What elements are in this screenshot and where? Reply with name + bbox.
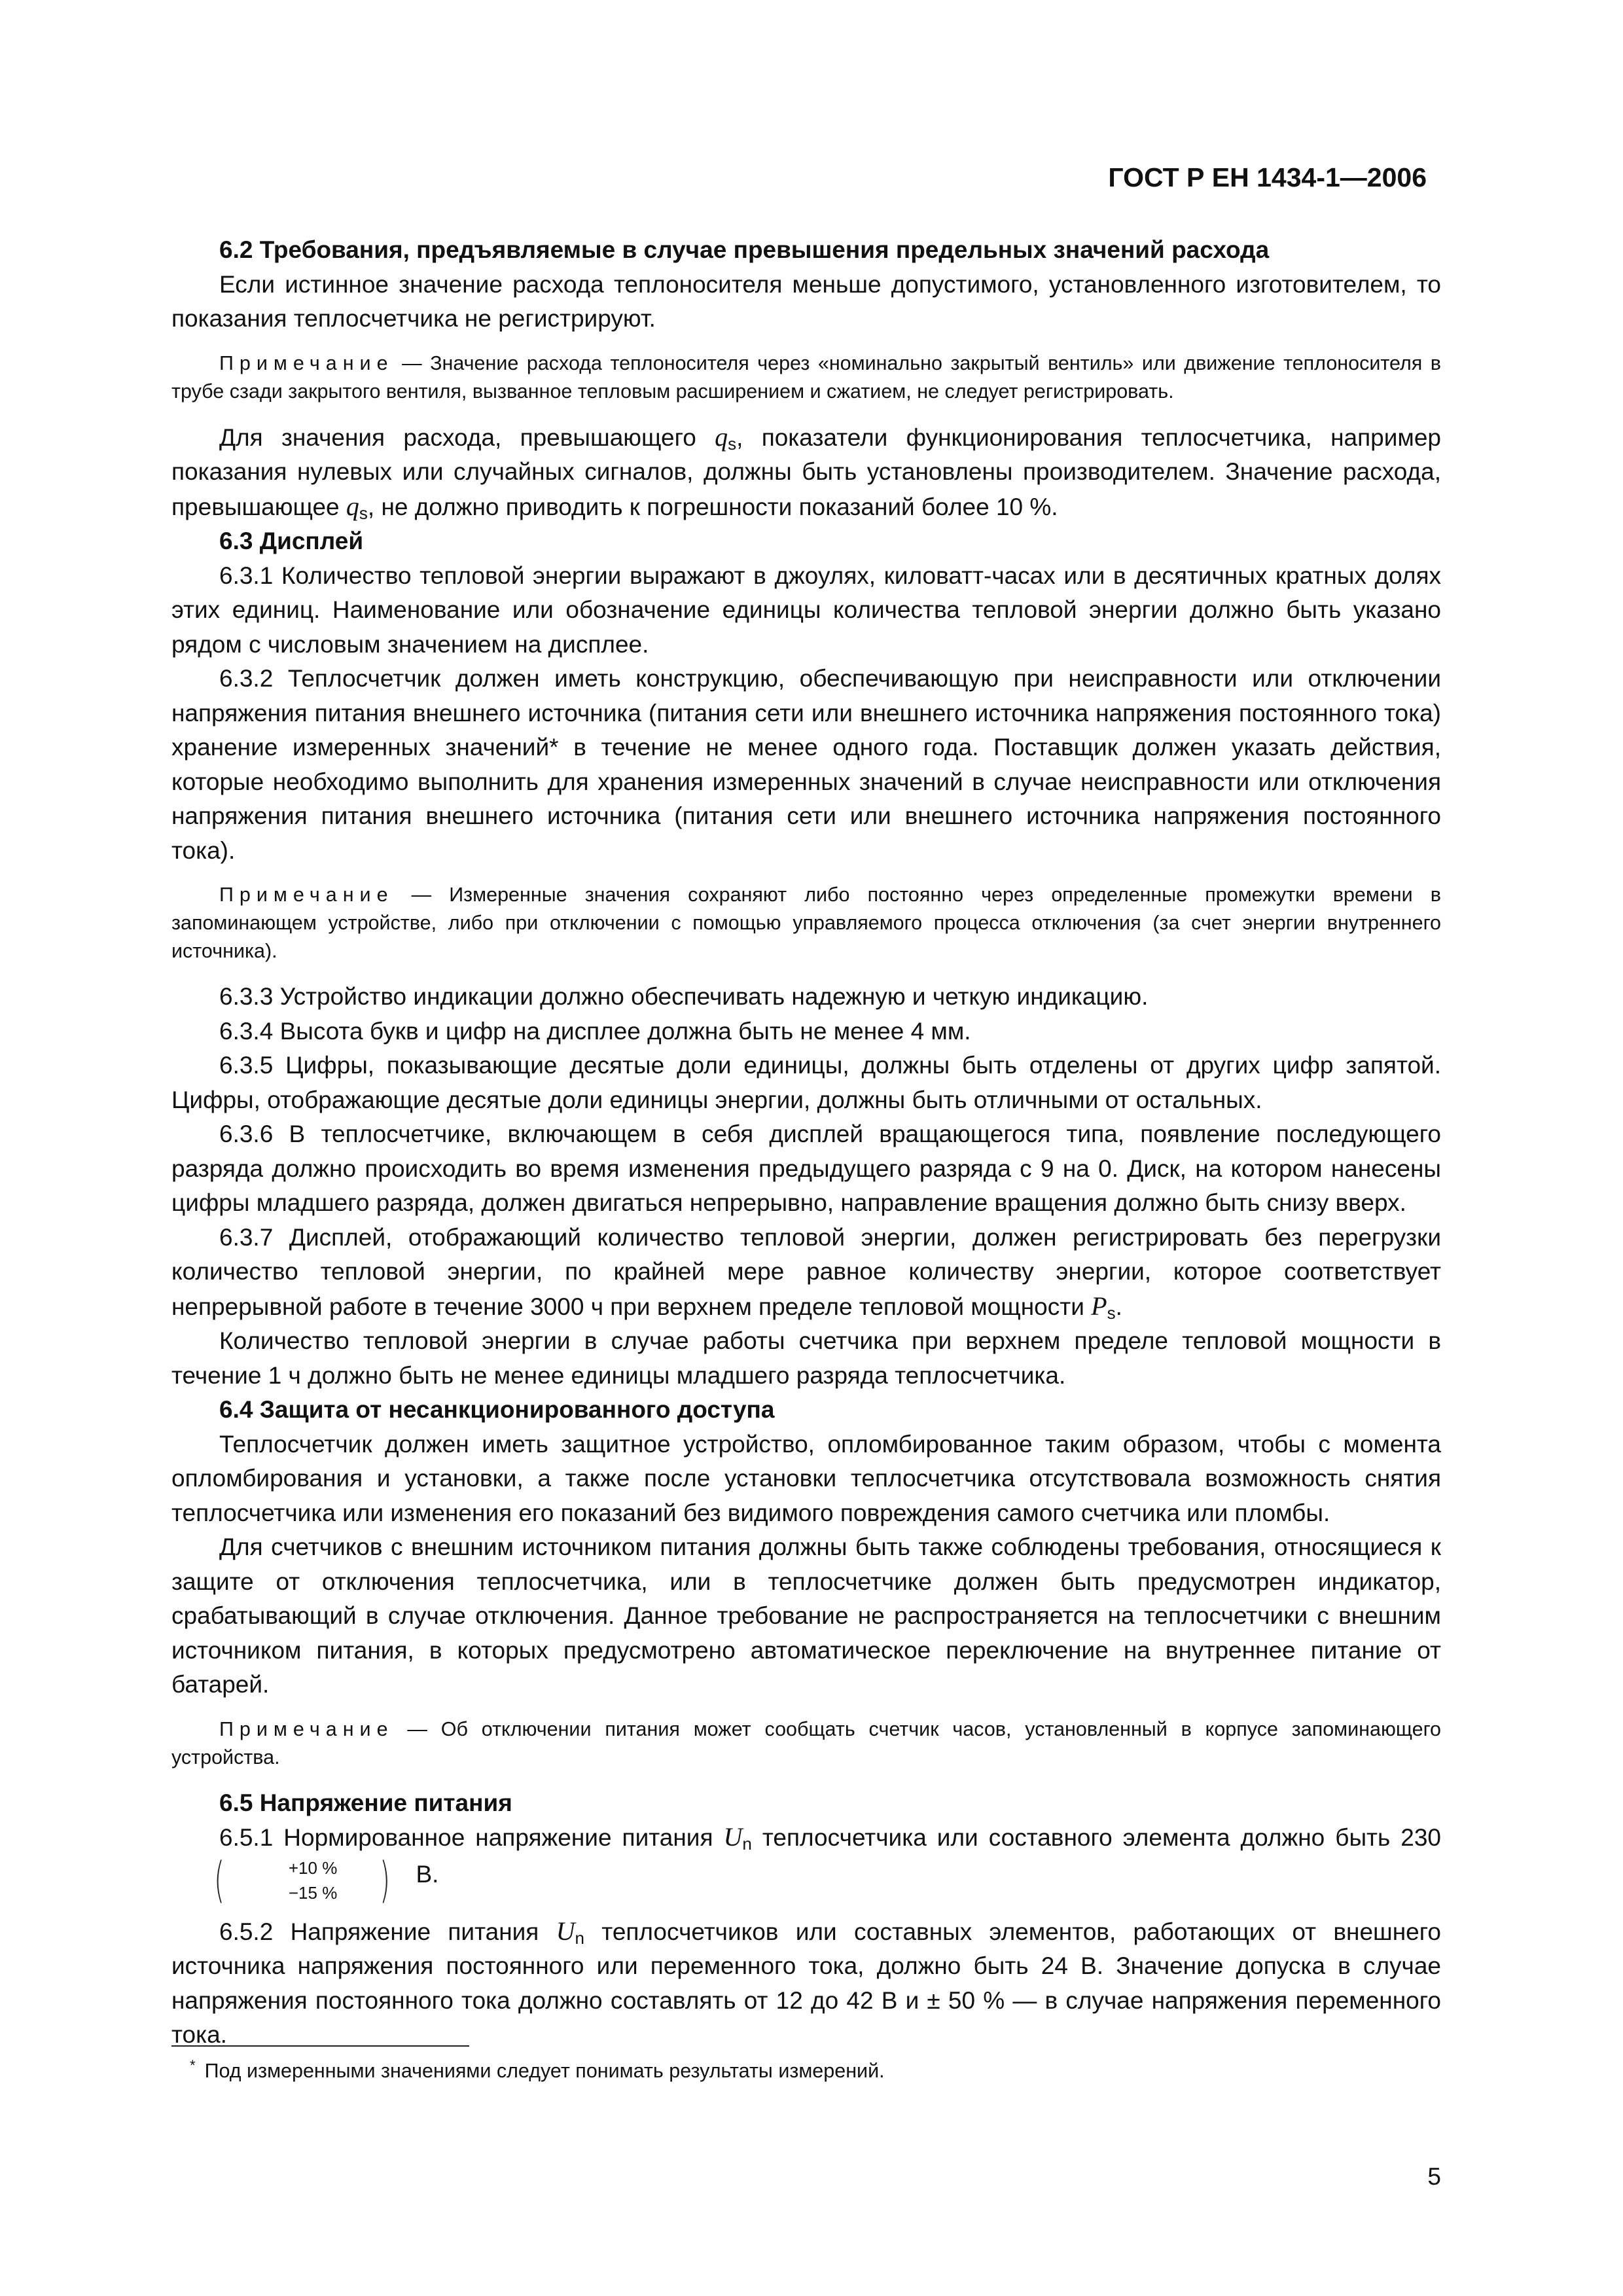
subscript-s: s [728,433,737,454]
nominal-voltage-value: 230 [1400,1824,1441,1851]
subscript-n: n [575,1928,584,1948]
note-label: Примечание [219,884,394,906]
clause-6-3-6: 6.3.6 В теплосчетчике, включающем в себя дисплей вращающегося типа, появление последующего разряда должно происходить во время изменения предыдущего разряда с 9 на 0. Диск, на котором нанесены цифры младшего разряда, должен двигаться непрерывно, направление вращения должно быть снизу вверх. [171,1121,1441,1216]
section-6-3-heading: 6.3 Дисплей [219,528,364,554]
section-6-4-heading: 6.4 Защита от несанкционированного доступа [219,1396,775,1423]
text-run: теплосчетчика или составного элемента должно быть [751,1824,1401,1851]
footnote-separator [171,2045,469,2047]
voltage-tolerance-fraction [173,1852,405,1909]
symbol-q: q [346,491,359,521]
clause-6-3-2 [171,662,1441,868]
footnote-text: Под измеренными значениями следует понимать результаты измерений. [204,2060,885,2083]
note-label: Примечание [219,1717,394,1740]
tolerance-stack [240,1856,338,1905]
text-run: 6.5.2 Напряжение питания [219,1918,556,1945]
clause-6-3-3: 6.3.3 Устройство индикации должно обеспечивать надежную и четкую индикацию. [219,983,1149,1010]
section-6-4-note [171,1715,1441,1772]
subscript-s: s [1107,1302,1116,1323]
footnote-ref: * [549,734,559,761]
section-6-4-paragraph-1: Теплосчетчик должен иметь защитное устройство, опломбированное таким образом, чтобы с момента опломбирования и установки, а также после установки теплосчетчика отсутствовала возможность снятия теплосчетчика или изменения его показаний без видимого повреждения самого счетчика или пломбы. [171,1430,1441,1526]
text-run: в течение не менее одного года. Поставщик должен указать действия, которые необходимо выполнить для хранения измеренных значений в случае неисправности или отключения напряжения питания внешнего источника (питания сети или внешнего источника напряжения постоянного тока). [171,734,1442,864]
text-run: . [1115,1293,1122,1320]
document-body [171,233,1441,2053]
text-run: Для значения расхода, превышающего [219,423,715,451]
section-6-2-paragraph-1: Если истинное значение расхода теплоносителя меньше допустимого, установленного изготовителем, то показания теплосчетчика не регистрируют. [171,270,1441,332]
clause-6-3-7 [171,1221,1441,1325]
text-run: В. [409,1860,439,1888]
clause-6-5-1 [171,1820,1441,1909]
section-6-2-paragraph-2 [171,420,1441,525]
clause-6-3-1: 6.3.1 Количество тепловой энергии выражают в джоулях, киловатт-часах или в десятичных кратных долях этих единиц. Наименование или обозначение единицы количества тепловой энергии должно быть указано рядом с числовым значением на дисплее. [171,562,1441,658]
note-label: Примечание [219,351,394,374]
text-run: , показатели функционирования теплосчетчика, например показания нулевых или случайных сигналов, должны быть установлены производителем. Значение расхода, превышающее [171,423,1441,520]
text-run: 6.3.7 Дисплей, отображающий количество тепловой энергии, должен регистрировать без перегрузки количество тепловой энергии, по крайней мере равное количеству энергии, которое соответствует непрерывной работе в течение 3000 ч при верхнем пределе тепловой мощности [171,1223,1441,1320]
section-6-3-note [171,881,1441,965]
note-text: — Измеренные значения сохраняют либо постоянно через определенные промежутки времени в запоминающем устройстве, либо при отключении с помощью управляемого процесса отключения (за счет энергии внутреннего источника). [171,884,1441,962]
text-run: 6.3.2 Теплосчетчик должен иметь конструкцию, обеспечивающую при неисправности или отключении напряжения питания внешнего источника (питания сети или внешнего источника напряжения постоянного тока) хранение измеренных значений [171,665,1441,761]
footnote-mark: * [190,2057,196,2073]
tolerance-plus: +10 % [288,1857,338,1878]
tolerance-minus: −15 % [288,1882,338,1903]
subscript-s: s [359,503,368,523]
subscript-n: n [742,1834,752,1854]
clause-6-3-5: 6.3.5 Цифры, показывающие десятые доли единицы, должны быть отделены от других цифр запятой. Цифры, отображающие десятые доли единицы энергии, должны быть отличными от остальных. [171,1052,1441,1113]
clause-6-3-4: 6.3.4 Высота букв и цифр на дисплее должна быть не менее 4 мм. [219,1017,971,1045]
page-number: 5 [1427,2163,1441,2190]
symbol-U: U [723,1822,743,1852]
section-6-5-heading: 6.5 Напряжение питания [219,1789,512,1816]
right-paren: ) [380,1852,391,1909]
left-paren: ( [214,1852,224,1909]
note-text: — Об отключении питания может сообщать счетчик часов, установленный в корпусе запоминающего устройства. [171,1717,1441,1768]
symbol-q: q [715,422,728,452]
note-text: — Значение расхода теплоносителя через «номинально закрытый вентиль» или движение теплоносителя в трубе сзади закрытого вентиля, вызванное тепловым расширением и сжатием, не следует регистрировать. [171,351,1441,403]
section-6-4-paragraph-2: Для счетчиков с внешним источником питания должны быть также соблюдены требования, относящиеся к защите от отключения теплосчетчика, или в теплосчетчике должен быть предусмотрен индикатор, срабатывающий в случае отключения. Данное требование не распространяется на теплосчетчики с внешним источником питания, в которых предусмотрено автоматическое переключение на внутреннее питание от батарей. [171,1534,1441,1698]
clause-6-3-7-continued: Количество тепловой энергии в случае работы счетчика при верхнем пределе тепловой мощности в течение 1 ч должно быть не менее единицы младшего разряда теплосчетчика. [171,1327,1441,1389]
document-id-header: ГОСТ Р ЕН 1434-1—2006 [1108,162,1427,192]
footnote [190,2057,885,2083]
text-run: теплосчетчиков или составных элементов, работающих от внешнего источника напряжения постоянного или переменного тока, должно быть 24 В. Значение допуска в случае напряжения постоянного тока должно составлять от 12 до 42 В и ± 50 % — в случае напряжения переменного тока. [171,1918,1441,2048]
clause-6-5-2 [171,1914,1441,2053]
text-run: , не должно приводить к погрешности показаний более 10 %. [367,493,1058,520]
symbol-P: P [1091,1291,1107,1321]
symbol-U: U [556,1916,575,1946]
text-run: 6.5.1 Нормированное напряжение питания [219,1824,724,1851]
section-6-2-heading: 6.2 Требования, предъявляемые в случае превышения предельных значений расхода [219,236,1270,263]
section-6-2-note [171,350,1441,406]
